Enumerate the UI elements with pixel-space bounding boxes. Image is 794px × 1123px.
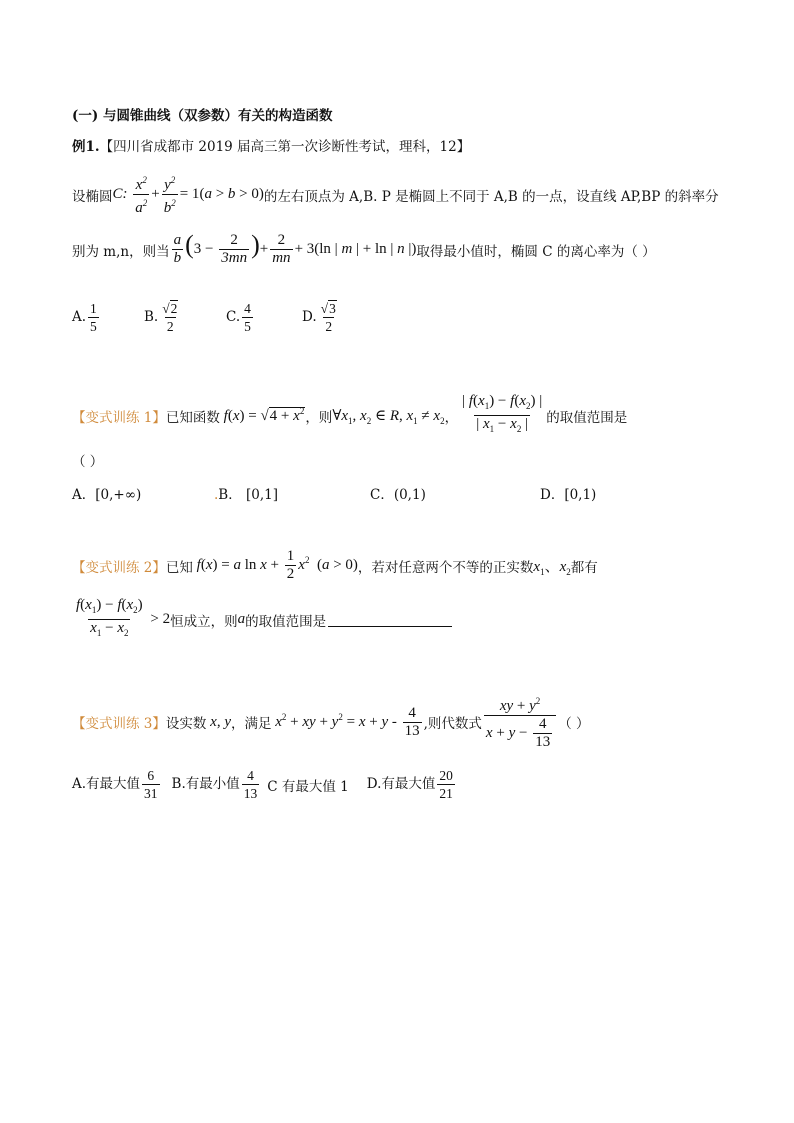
variant-tag: 【变式训练 1】	[72, 409, 166, 426]
example-1-header	[72, 135, 470, 155]
example-1-line-2: 别为 m,n，则当 $\frac{a}{b}$ (3 − $\frac{2}{3mn}$ )+ $\frac{2}{mn}$ + 3(ln | m | + ln | n |) 取得最小值时，椭圆 C 的离心率为（ ）	[72, 230, 656, 267]
option-b[interactable]: B. $\frac{√2}{2}$	[144, 301, 178, 334]
variant-1-paren: （ ）	[72, 454, 104, 470]
variant-3-line: 【变式训练 3】 设实数 x, y ，满足 $x^2$ + xy + $y^2 = x + y$ - $\frac{4}{13}$ ,则代数式 xy + $y^2$ x + y − $\frac{4}{13}$ （ ）	[72, 696, 590, 750]
example-1-line-1: 设椭圆 C: $\frac{x^2}{a^2}$ + $\frac{y^2}{b^2}$ = 1(a > b > 0) 的左右顶点为 A,B. P 是椭圆上不同于 A,B 的一点，设直线 AP,BP 的斜率分	[72, 172, 719, 217]
variant-3-options	[72, 767, 457, 802]
option-c[interactable]: C. $\frac{4}{5}$	[226, 301, 251, 334]
v1-option-c[interactable]: C．(0,1)	[370, 487, 426, 503]
option-a[interactable]: A. $\frac{1}{5}$	[72, 301, 97, 334]
variant-tag: 【变式训练 2】	[72, 559, 166, 576]
example-label: 例1.	[72, 139, 100, 155]
v3-option-b[interactable]: B.有最小值 $\frac{4}{13}$	[171, 768, 258, 801]
variant-2-line-2: $\frac{f(x_1) - f(x_2)}{x_1 - x_2}$ > 2 恒成立，则 a 的取值范围是	[72, 597, 452, 642]
answer-blank[interactable]	[328, 612, 452, 627]
section-title: (一) 与圆锥曲线（双参数）有关的构造函数	[72, 108, 333, 124]
v3-option-a[interactable]: A.有最大值 $\frac{6}{31}$	[72, 768, 158, 801]
example-source: 【四川省成都市 2019 届高三第一次诊断性考试，理科，12】	[99, 139, 471, 155]
v1-option-b[interactable]: .B． [0,1]	[214, 487, 279, 503]
minimize-expression: $\frac{a}{b}$ (3 − $\frac{2}{3mn}$ )+ $\frac{2}{mn}$ + 3(ln | m | + ln | n |)	[173, 230, 417, 267]
variant-2-line-1: 【变式训练 2】 已知 f(x) = a ln x + $\frac{1}{2}$ $x^2$ (a > 0) ，若对任意两个不等的正实数 $x_1$、$x_2$ 都有	[72, 548, 598, 582]
v3-option-c[interactable]: C 有最大值 1	[267, 778, 349, 795]
v3-option-d[interactable]: D.有最大值 $\frac{20}{21}$	[366, 768, 453, 801]
v1-option-a[interactable]: A．[0,+∞)	[72, 487, 142, 503]
ellipse-equation: C: $\frac{x^2}{a^2}$ + $\frac{y^2}{b^2}$ = 1(a > b > 0)	[112, 175, 264, 216]
v1-option-d[interactable]: D．[0,1)	[540, 487, 597, 503]
variant-tag: 【变式训练 3】	[72, 716, 166, 732]
option-d[interactable]: D. $\frac{√3}{2}$	[302, 301, 336, 334]
variant-1-line: 【变式训练 1】 已知函数 $f(x) = √4 + x^2$ ，则 $\forall x_1$, $x_2$ ∈ R, $x_1 \ne x_2$ ， $\frac{| f(x_1) - f(x_2) |}{| x_1 - x_2 |}$ 的取值范围是	[72, 393, 627, 438]
